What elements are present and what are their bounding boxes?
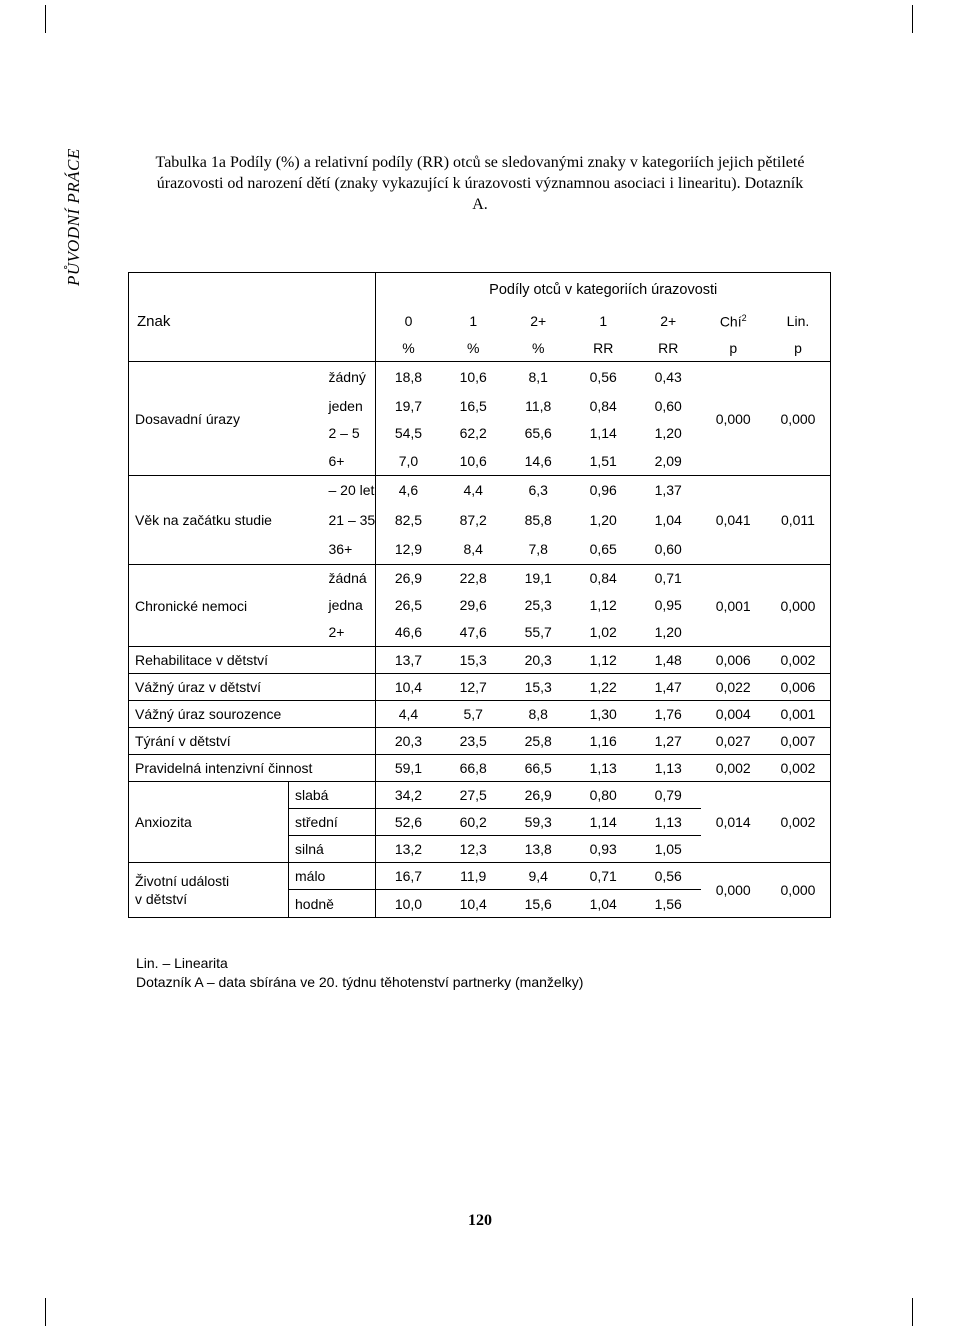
cell: 0,79 xyxy=(636,782,701,809)
cell: 1,56 xyxy=(636,890,701,918)
cell: 1,04 xyxy=(654,511,682,528)
sub-label: 2+ xyxy=(289,619,376,647)
cell: 0,006 xyxy=(701,647,766,674)
cell: 15,6 xyxy=(506,890,571,918)
cell: 0,84 xyxy=(589,570,617,587)
cell: 19,1 xyxy=(524,570,552,587)
sub-label: jeden xyxy=(328,398,363,414)
cell: 1,20 xyxy=(589,511,617,528)
sub-label: 36+ xyxy=(289,535,376,565)
cell: 0,56 xyxy=(636,863,701,890)
col-unit: % xyxy=(441,335,506,362)
cell: 19,7 xyxy=(376,393,441,420)
cell: 10,4 xyxy=(441,890,506,918)
cell: 27,5 xyxy=(441,782,506,809)
crop-mark-br-v xyxy=(912,1298,913,1326)
cell: 7,8 xyxy=(506,535,571,565)
row-label: Chronické nemoci xyxy=(129,565,289,647)
cell: 1,30 xyxy=(571,701,636,728)
cell: 0,027 xyxy=(701,728,766,755)
cell: 0,71 xyxy=(571,863,636,890)
sub-label: žádný xyxy=(328,369,366,386)
col-head: 2+ xyxy=(530,313,547,329)
units-empty xyxy=(129,335,376,362)
cell: 82,5 xyxy=(376,505,441,535)
sub-label: žádná xyxy=(328,570,367,587)
sub-label: – 20 let xyxy=(328,482,375,499)
crop-mark-tl-v xyxy=(45,5,46,33)
table-row xyxy=(129,701,831,728)
cell: 62,2 xyxy=(459,425,487,441)
row-label: Dosavadní úrazy xyxy=(129,362,289,476)
col-head: 2+ xyxy=(660,313,677,329)
cell: 59,3 xyxy=(506,809,571,836)
col-head-chi xyxy=(701,308,766,335)
cell: 0,002 xyxy=(701,755,766,782)
sub-label: 6+ xyxy=(289,447,376,476)
cell: 1,51 xyxy=(571,447,636,476)
cell: 10,6 xyxy=(441,447,506,476)
sub-label: jedna xyxy=(328,597,363,613)
cell: 29,6 xyxy=(459,597,487,613)
col-head: 0 xyxy=(376,308,441,335)
cell: 9,4 xyxy=(506,863,571,890)
col-head: Lin. xyxy=(766,308,831,335)
cell: 46,6 xyxy=(376,619,441,647)
cell: 16,5 xyxy=(459,398,487,414)
row-label-line: Životní události xyxy=(135,873,230,889)
row-label: Rehabilitace v dětství xyxy=(129,647,376,674)
sub-label: málo xyxy=(289,863,376,890)
sub-label: 21 – 35 xyxy=(328,511,376,528)
cell-lin: 0,000 xyxy=(766,565,831,647)
cell: 4,6 xyxy=(376,476,441,505)
table-row xyxy=(129,728,831,755)
table-row xyxy=(129,755,831,782)
table-caption: Tabulka 1a Podíly (%) a relativní podíly (RR) otců se sledovanými znaky v kategoriích jejich pětileté úrazovosti od narození dětí (znaky vykazující k úrazovosti významnou asociaci i linearitu). Dotazník A. xyxy=(155,154,805,213)
col-unit: % xyxy=(506,335,571,362)
cell-lin: 0,002 xyxy=(766,782,831,863)
cell: 1,14 xyxy=(589,425,617,441)
cell: 25,3 xyxy=(524,597,552,613)
chi-label: Chí xyxy=(719,313,742,330)
cell: 14,6 xyxy=(506,447,571,476)
cell: 0,95 xyxy=(654,597,682,613)
cell-lin: 0,000 xyxy=(766,362,831,476)
cell: 2,09 xyxy=(636,447,701,476)
cell: 8,1 xyxy=(528,369,548,386)
table-row xyxy=(129,863,831,890)
cell-chi: 0,000 xyxy=(701,863,766,918)
cell: 0,93 xyxy=(571,836,636,863)
cell: 0,002 xyxy=(766,755,831,782)
cell: 13,8 xyxy=(506,836,571,863)
col-head: 1 xyxy=(469,313,478,329)
cell: 15,3 xyxy=(441,647,506,674)
cell: 1,04 xyxy=(571,890,636,918)
cell: 0,007 xyxy=(766,728,831,755)
cell: 0,006 xyxy=(766,674,831,701)
results-table xyxy=(128,272,831,918)
footnote-line: Lin. – Linearita xyxy=(136,955,228,971)
sub-label: střední xyxy=(289,809,376,836)
cell: 34,2 xyxy=(376,782,441,809)
col-head: 1 xyxy=(599,313,608,329)
cell: 85,8 xyxy=(524,511,552,528)
cell-chi: 0,001 xyxy=(701,565,766,647)
cell: 0,71 xyxy=(654,570,682,587)
col-unit: p xyxy=(701,335,766,362)
cell: 8,4 xyxy=(441,535,506,565)
table-row xyxy=(129,565,831,592)
cell: 11,9 xyxy=(441,863,506,890)
cell: 0,001 xyxy=(766,701,831,728)
row-label: Vážný úraz sourozence xyxy=(129,701,376,728)
cell: 26,5 xyxy=(376,592,441,619)
table-row xyxy=(129,647,831,674)
cell: 0,60 xyxy=(654,398,682,414)
cell: 52,6 xyxy=(376,809,441,836)
crop-mark-bl-v xyxy=(45,1298,46,1326)
header-empty xyxy=(129,273,376,308)
cell: 10,6 xyxy=(459,369,487,386)
cell: 4,4 xyxy=(376,701,441,728)
cell: 1,37 xyxy=(654,482,682,499)
cell: 16,7 xyxy=(376,863,441,890)
cell: 1,20 xyxy=(636,619,701,647)
cell: 10,0 xyxy=(376,890,441,918)
cell: 47,6 xyxy=(441,619,506,647)
cell: 0,022 xyxy=(701,674,766,701)
cell-chi: 0,014 xyxy=(701,782,766,863)
footnote xyxy=(136,954,583,992)
cell: 1,47 xyxy=(636,674,701,701)
cell: 26,9 xyxy=(506,782,571,809)
cell: 1,12 xyxy=(571,647,636,674)
cell: 0,004 xyxy=(701,701,766,728)
cell: 1,13 xyxy=(636,809,701,836)
cell: 23,5 xyxy=(441,728,506,755)
footnote-line: Dotazník A – data sbírána ve 20. týdnu těhotenství partnerky (manželky) xyxy=(136,974,584,990)
row-label: Týrání v dětství xyxy=(129,728,376,755)
cell: 10,4 xyxy=(376,674,441,701)
cell: 13,2 xyxy=(376,836,441,863)
col-unit: p xyxy=(766,335,831,362)
sub-label: hodně xyxy=(289,890,376,918)
cell: 1,76 xyxy=(636,701,701,728)
cell: 20,3 xyxy=(376,728,441,755)
cell: 59,1 xyxy=(376,755,441,782)
table-row xyxy=(129,362,831,393)
cell: 1,13 xyxy=(636,755,701,782)
cell: 0,43 xyxy=(654,369,682,386)
znak-header: Znak xyxy=(129,308,376,335)
col-unit: % xyxy=(376,335,441,362)
cell: 1,12 xyxy=(589,597,617,613)
cell: 22,8 xyxy=(459,570,487,587)
cell: 0,60 xyxy=(636,535,701,565)
cell: 6,3 xyxy=(528,482,548,499)
cell-chi: 0,000 xyxy=(701,362,766,476)
cell: 0,65 xyxy=(571,535,636,565)
cell: 13,7 xyxy=(376,647,441,674)
col-unit: RR xyxy=(636,335,701,362)
cell: 12,3 xyxy=(441,836,506,863)
cell: 5,7 xyxy=(441,701,506,728)
row-label-line: v dětství xyxy=(135,891,188,907)
cell: 26,9 xyxy=(376,565,441,592)
row-label xyxy=(129,863,289,918)
page-number: 120 xyxy=(468,1212,492,1229)
table-row xyxy=(129,476,831,505)
group-header: Podíly otců v kategoriích úrazovosti xyxy=(376,273,831,308)
chi-superscript: 2 xyxy=(741,312,747,323)
row-label: Anxiozita xyxy=(129,782,289,863)
cell: 65,6 xyxy=(524,425,552,441)
cell: 11,8 xyxy=(525,398,552,414)
table-row xyxy=(129,674,831,701)
cell: 0,56 xyxy=(589,369,617,386)
cell: 0,84 xyxy=(589,398,617,414)
cell: 25,8 xyxy=(506,728,571,755)
cell: 1,05 xyxy=(636,836,701,863)
col-unit: RR xyxy=(571,335,636,362)
cell: 15,3 xyxy=(506,674,571,701)
cell: 1,20 xyxy=(654,425,682,441)
cell: 66,8 xyxy=(441,755,506,782)
cell: 0,80 xyxy=(571,782,636,809)
cell: 0,002 xyxy=(766,647,831,674)
cell: 1,16 xyxy=(571,728,636,755)
cell: 12,7 xyxy=(441,674,506,701)
cell: 55,7 xyxy=(506,619,571,647)
cell: 1,22 xyxy=(571,674,636,701)
sub-label: silná xyxy=(289,836,376,863)
cell: 20,3 xyxy=(506,647,571,674)
cell: 0,96 xyxy=(589,482,617,499)
cell: 66,5 xyxy=(506,755,571,782)
cell: 8,8 xyxy=(506,701,571,728)
cell-lin: 0,011 xyxy=(766,476,831,565)
cell: 1,48 xyxy=(636,647,701,674)
cell: 7,0 xyxy=(376,447,441,476)
cell: 12,9 xyxy=(376,535,441,565)
cell: 1,27 xyxy=(636,728,701,755)
row-label: Pravidelná intenzivní činnost xyxy=(129,755,376,782)
cell: 60,2 xyxy=(441,809,506,836)
cell: 1,14 xyxy=(571,809,636,836)
cell: 18,8 xyxy=(376,362,441,393)
cell: 1,13 xyxy=(571,755,636,782)
cell: 87,2 xyxy=(459,511,487,528)
cell-chi: 0,041 xyxy=(701,476,766,565)
sub-label: 2 – 5 xyxy=(328,425,360,441)
crop-mark-tr-v xyxy=(912,5,913,33)
row-label: Vážný úraz v dětství xyxy=(129,674,376,701)
cell: 54,5 xyxy=(376,420,441,447)
cell: 4,4 xyxy=(463,482,483,499)
cell: 1,02 xyxy=(571,619,636,647)
section-side-label: PŮVODNÍ PRÁCE xyxy=(64,148,83,286)
sub-label: slabá xyxy=(289,782,376,809)
cell-lin: 0,000 xyxy=(766,863,831,918)
table-row xyxy=(129,782,831,809)
row-label: Věk na začátku studie xyxy=(129,476,289,565)
